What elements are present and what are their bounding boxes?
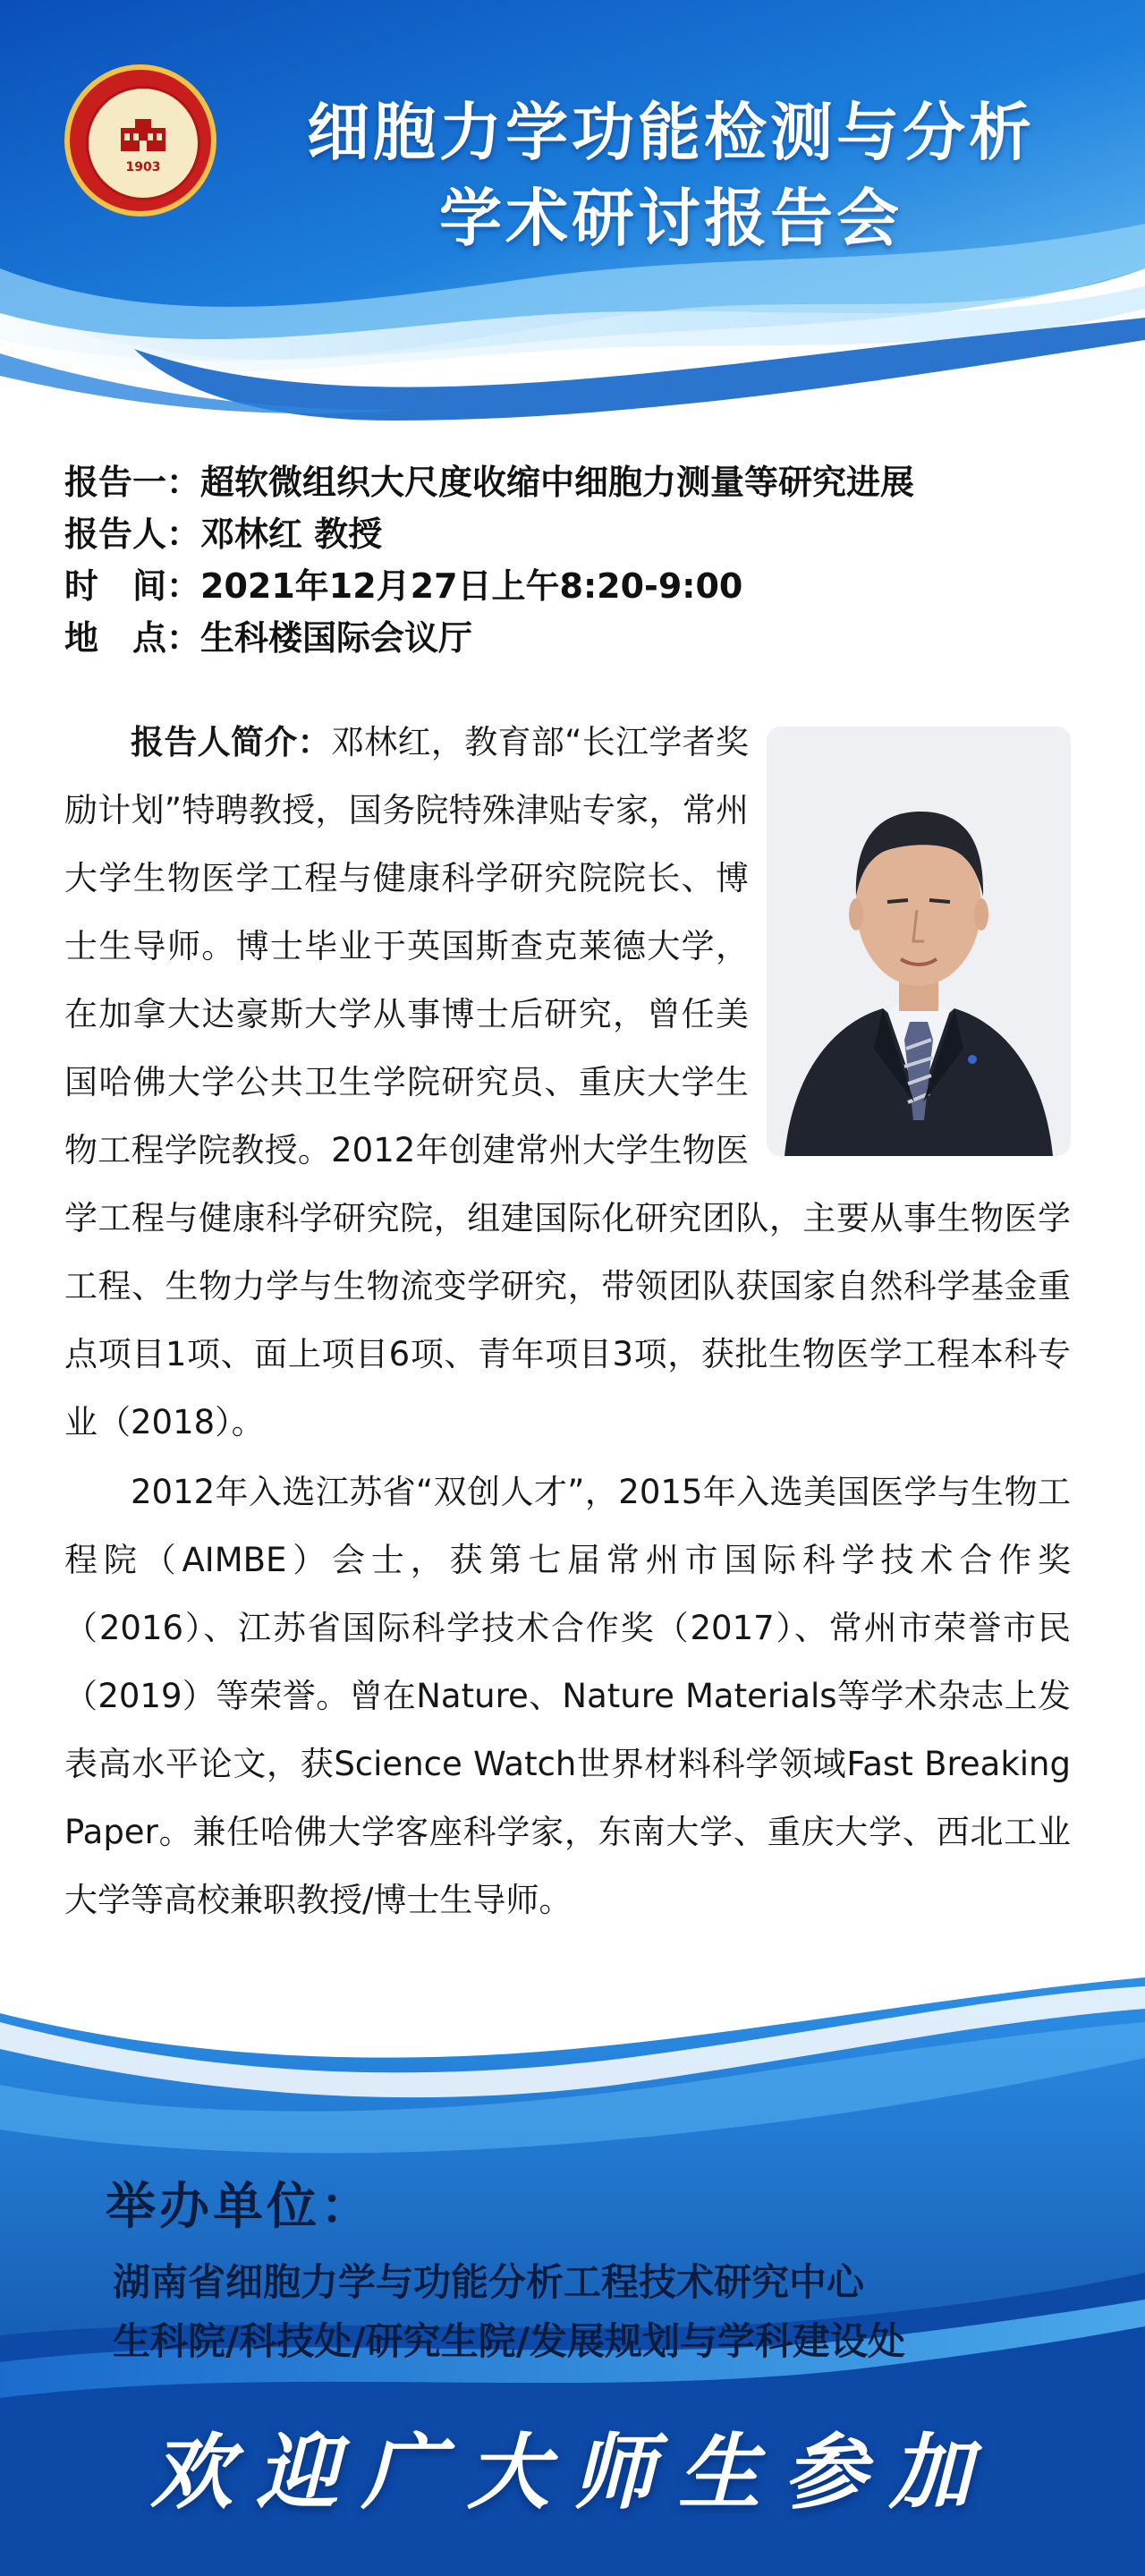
info-row-speaker xyxy=(64,508,1093,560)
page-title-line1: 细胞力学功能检测与分析 xyxy=(307,96,1035,169)
info-value: 超软微组织大尺度收缩中细胞力测量等研究进展 xyxy=(200,463,915,502)
speaker-photo-frame xyxy=(767,727,1071,1174)
info-label: 时 间： xyxy=(64,566,201,606)
bio-label: 报告人简介： xyxy=(131,723,331,761)
event-info xyxy=(64,456,1093,664)
welcome-slogan: 欢迎广大师生参加 xyxy=(149,2424,995,2521)
info-value: 2021年12月27日上午8:20-9:00 xyxy=(200,566,743,606)
logo-inner-circle xyxy=(86,86,200,200)
page-title-line2: 学术研讨报告会 xyxy=(439,182,903,255)
info-label: 报告一： xyxy=(64,463,201,502)
logo-year: 1903 xyxy=(125,160,161,174)
info-row-location xyxy=(64,612,1093,664)
speaker-photo xyxy=(767,727,1071,1156)
info-row-time xyxy=(64,560,1093,612)
info-label: 地 点： xyxy=(64,618,201,658)
building-icon xyxy=(115,117,171,153)
bio-text-1: 邓林红，教育部“长江学者奖励计划”特聘教授，国务院特殊津贴专家，常州大学生物医学工程与健康科学研究院院长、博士生导师。博士毕业于英国斯查克莱德大学，在加拿大达豪斯大学从事博士后研究，曾任美国哈佛大学公共卫生学院研究员、重庆大学生物工程学院教授。2012年创建常州大学生物医学工程与健康科学研究院，组建国际化研究团队，主要从事生物医学工程、生物力学与生物流变学研究，带领团队获国家自然科学基金重点项目1项、面上项目6项、青年项目3项，获批生物医学工程本科专业（2018）。 xyxy=(64,723,1071,1441)
info-value: 邓林红 教授 xyxy=(200,514,383,554)
organizer-label: 举办单位： xyxy=(106,2178,374,2236)
speaker-portrait-image xyxy=(767,727,1071,1156)
university-logo xyxy=(64,64,216,217)
organizer-line-1: 湖南省细胞力学与功能分析工程技术研究中心 xyxy=(113,2260,865,2304)
bio-paragraph-2: 2012年入选江苏省“双创人才”，2015年入选美国医学与生物工程院（AIMBE）会士，获第七届常州市国际科学技术合作奖（2016）、江苏省国际科学技术合作奖（2017）、常州市荣誉市民（2019）等荣誉。曾在Nature、Nature Materials等学术杂志上发表高水平论文，获Science Watch世界材料科学领域Fast Breaking Paper。兼任哈佛大学客座科学家，东南大学、重庆大学、西北工业大学等高校兼职教授/博士生导师。 xyxy=(64,1473,1071,1919)
info-row-report xyxy=(64,456,1093,508)
speaker-bio xyxy=(64,709,1071,1934)
organizer-line-2: 生科院/科技处/研究生院/发展规划与学科建设处 xyxy=(113,2319,906,2363)
info-value: 生科楼国际会议厅 xyxy=(200,618,473,658)
info-label: 报告人： xyxy=(64,514,201,554)
